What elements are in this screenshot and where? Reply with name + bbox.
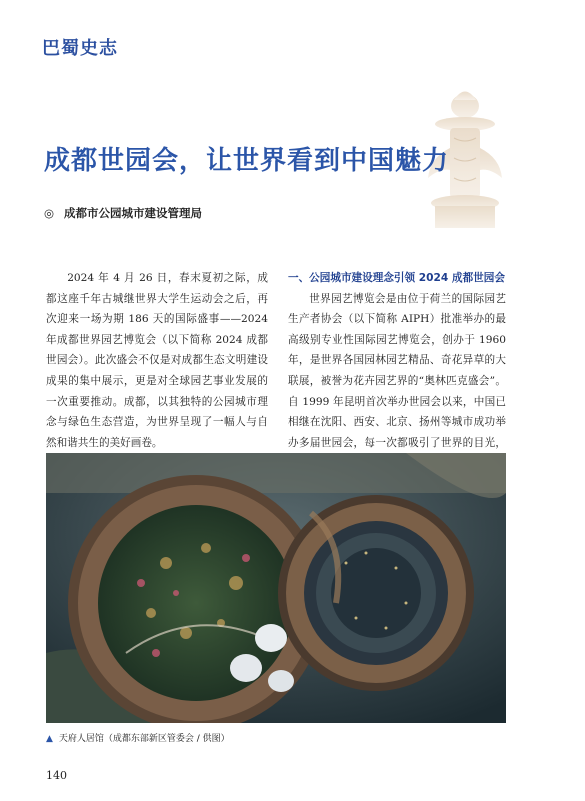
page-number: 140	[46, 769, 67, 782]
article-title: 成都世园会，让世界看到中国魅力	[44, 146, 450, 176]
right-column	[288, 268, 506, 474]
column-label: 巴蜀史志	[42, 38, 118, 59]
author-name: 成都市公园城市建设管理局	[64, 206, 203, 220]
author-marker: ◎	[44, 206, 55, 220]
aerial-photo	[46, 453, 506, 723]
author-line	[44, 205, 202, 221]
caption-text: 天府人居馆（成都东部新区管委会 / 供图）	[58, 734, 230, 744]
section-paragraph: 世界园艺博览会是由位于荷兰的国际园艺生产者协会（以下简称 AIPH）批准举办的最高级别专业性国际园艺博览会，创办于 1960 年，是世界各国园林园艺精品、奇花异草的大联展，被誉为花卉园艺界的“奥林匹克盛会”。自 1999 年昆明首次举办世园会以来，中国已相继在沈阳、西安、北京、扬州等城市成功举办多届世园会，每一次都吸引了世界的目光，	[288, 292, 506, 449]
caption-triangle-icon: ▲	[46, 734, 53, 744]
photo-caption	[46, 731, 230, 744]
intro-paragraph: 2024 年 4 月 26 日，春末夏初之际，成都这座千年古城继世界大学生运动会之后，再次迎来一场为期 186 天的国际盛事——2024 年成都世界园艺博览会（以下简称 2024 成都世园会）。此次盛会不仅是对成都生态文明建设成果的集中展示，更是对全球园艺事业发展的一次重要推动。成都，以其独特的公园城市理念与绿色生态营造，为世界呈现了一幅人与自然和谐共生的美好画卷。	[46, 272, 268, 449]
section-heading: 一、公园城市建设理念引领 2024 成都世园会	[288, 272, 505, 284]
